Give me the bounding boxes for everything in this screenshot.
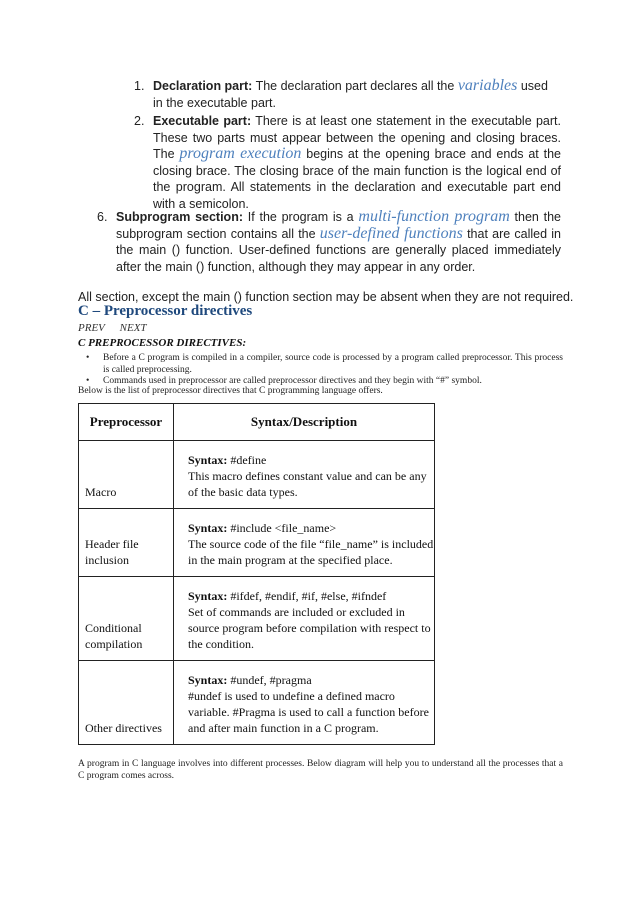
table-header-row xyxy=(79,404,435,441)
list-text: There is at least one statement in the executable part. These two parts must appear between the opening and closing braces. The xyxy=(153,114,561,161)
list-label: Subprogram section: xyxy=(116,210,243,224)
list-text: then the subprogram section contains all the xyxy=(116,210,561,241)
syntax-label: Syntax: xyxy=(188,521,228,535)
list-label: Declaration part: xyxy=(153,79,253,93)
preprocessor-table xyxy=(78,403,435,745)
page-title: C – Preprocessor directives xyxy=(78,303,253,319)
row-syntax: #define xyxy=(230,453,267,467)
row-syntax-cell xyxy=(174,577,435,661)
bullet-item xyxy=(86,352,563,376)
bullet-text: Before a C program is compiled in a compiler, source code is processed by a program called preprocessor. This process is called preprocessing. xyxy=(103,353,563,375)
bullet-dot-icon: • xyxy=(86,353,90,363)
row-syntax-cell xyxy=(174,661,435,745)
syntax-label: Syntax: xyxy=(188,589,228,603)
row-syntax-cell xyxy=(174,509,435,577)
pagination-nav xyxy=(78,322,159,334)
table-row xyxy=(79,577,435,661)
row-syntax-cell xyxy=(174,441,435,509)
row-description: #undef is used to undefine a defined macro variable. #Pragma is used to call a function before and after main function in a C program. xyxy=(188,689,429,735)
list-text: The declaration part declares all the xyxy=(255,79,455,93)
list-intro: Below is the list of preprocessor directives that C programming language offers. xyxy=(78,386,383,396)
list-number: 2. xyxy=(134,114,145,128)
table-row xyxy=(79,441,435,509)
list-item-declaration xyxy=(134,77,561,111)
row-name: Header file inclusion xyxy=(79,509,174,577)
bullet-dot-icon: • xyxy=(86,376,90,386)
list-text: used in the executable part. xyxy=(153,79,548,110)
section-heading: C PREPROCESSOR DIRECTIVES: xyxy=(78,337,247,349)
multi-function-program-link[interactable]: multi-function program xyxy=(358,208,510,225)
row-description: The source code of the file “file_name” is included in the main program at the specified place. xyxy=(188,537,434,567)
prev-link[interactable]: PREV xyxy=(78,322,105,334)
row-name: Conditional compilation xyxy=(79,577,174,661)
table-header-syntax: Syntax/Description xyxy=(174,404,435,441)
table-row xyxy=(79,661,435,745)
row-syntax: #ifdef, #endif, #if, #else, #ifndef xyxy=(230,589,387,603)
footer-paragraph: A program in C language involves into different processes. Below diagram will help you to understand all the processes that a C program comes across. xyxy=(78,759,563,781)
syntax-label: Syntax: xyxy=(188,453,228,467)
list-number: 1. xyxy=(134,79,145,93)
list-item-executable xyxy=(134,113,561,212)
row-description: Set of commands are included or excluded in source program before compilation with respect to the condition. xyxy=(188,605,431,651)
bullet-text: Commands used in preprocessor are called preprocessor directives and they begin with “#” symbol. xyxy=(103,376,482,386)
program-execution-link[interactable]: program execution xyxy=(179,145,302,162)
row-name: Other directives xyxy=(79,661,174,745)
list-number: 6. xyxy=(97,210,108,224)
table-row xyxy=(79,509,435,577)
row-syntax: #undef, #pragma xyxy=(230,673,312,687)
next-link[interactable]: NEXT xyxy=(119,322,147,334)
list-text: If the program is a xyxy=(247,210,354,224)
list-text: that are called in the main () function. User-defined functions are generally placed immediately after the main () function, although they may appear in any order. xyxy=(116,226,562,274)
variables-link[interactable]: variables xyxy=(457,77,518,94)
list-label: Executable part: xyxy=(153,114,252,128)
list-text: begins at the opening brace and ends at the closing brace. The closing brace of the main function is the logical end of the program. All statements in the declaration and executable part end with a semicolon. xyxy=(153,147,561,211)
row-syntax: #include <file_name> xyxy=(230,521,337,535)
user-defined-functions-link[interactable]: user-defined functions xyxy=(319,224,463,242)
row-description: This macro defines constant value and can be any of the basic data types. xyxy=(188,469,427,499)
table-header-preprocessor: Preprocessor xyxy=(79,404,174,441)
sections-note: All section, except the main () function section may be absent when they are not required. xyxy=(78,290,574,304)
syntax-label: Syntax: xyxy=(188,673,228,687)
list-item-subprogram xyxy=(97,208,562,275)
row-name: Macro xyxy=(79,441,174,509)
